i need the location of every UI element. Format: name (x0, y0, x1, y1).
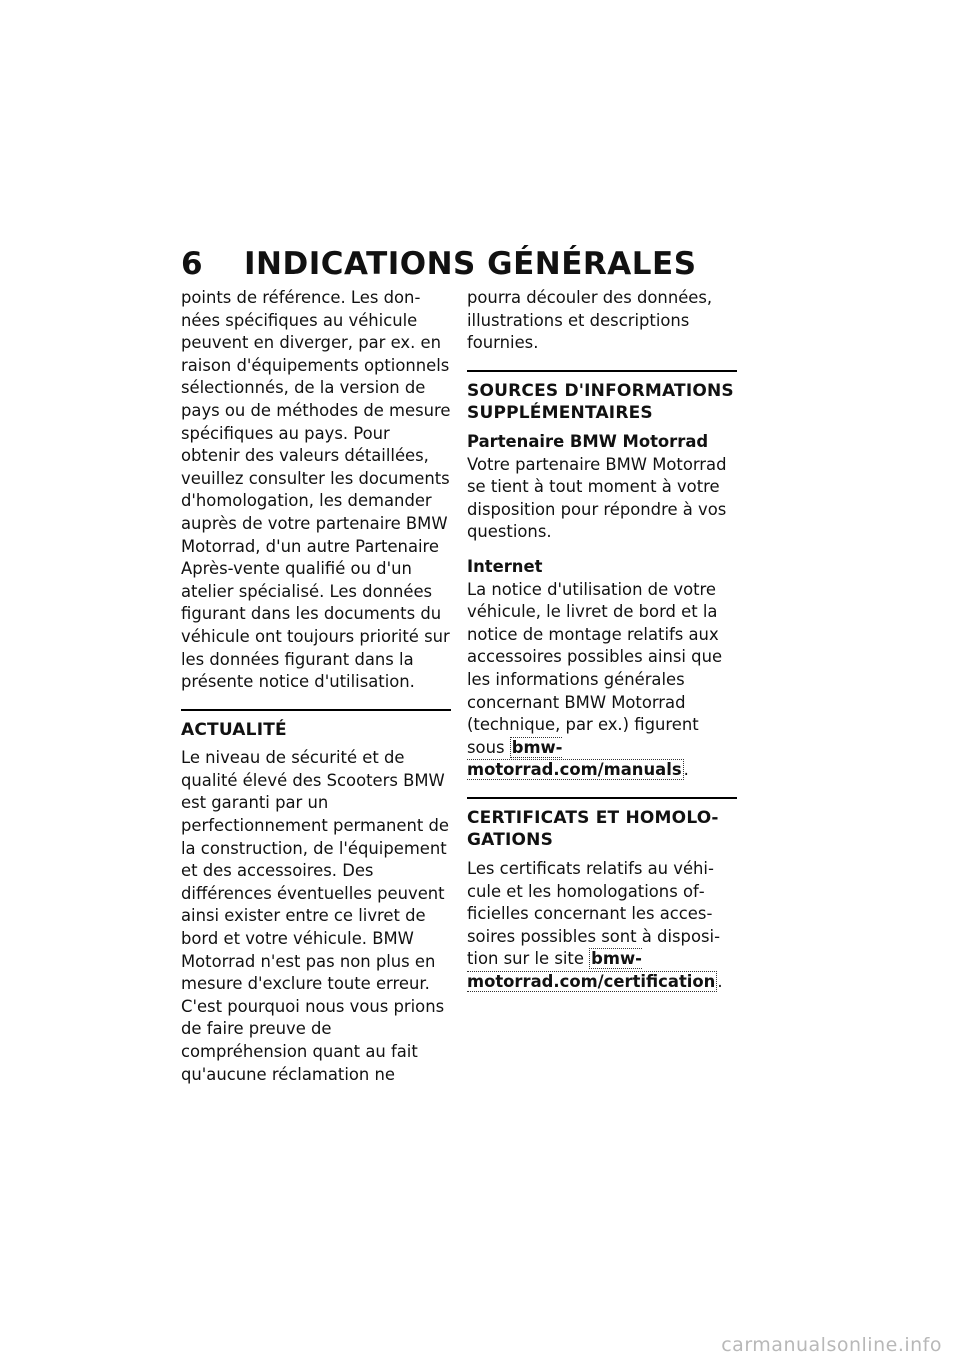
page-title (181, 246, 697, 282)
sources-heading: SOURCES D'INFORMATIONS SUPPLÉMENTAIRES (467, 380, 734, 424)
certification-link[interactable]: bmw-motorrad.com/certification (467, 949, 716, 992)
actualite-paragraph: Le niveau de sécurité et de qualité élevé des Scooters BMW est garanti par un perfectionnement permanent de la construction, de l'équipement et des accessoires. Des différences éventuelles peuvent ainsi exister entre ce livret de bord et votre véhicule. BMW Motorrad n'est pas non plus en mesure d'exclure toute erreur. C'est pourquoi nous vous prions de faire preuve de compréhension quant au fait qu'aucune réclamation ne (181, 748, 449, 1084)
internet-subheading: Internet (467, 556, 543, 576)
certificats-heading: CERTIFICATS ET HOMOLOGATIONS (467, 807, 719, 851)
continuation-paragraph: pourra découler des données, illustrations et descriptions fournies. (467, 288, 713, 353)
right-column (467, 287, 737, 994)
chapter-number: 6 (181, 246, 204, 282)
chapter-title: INDICATIONS GÉNÉRALES (244, 246, 697, 282)
internet-paragraph (467, 579, 737, 782)
left-column (181, 287, 451, 1086)
section-divider (467, 797, 737, 799)
partner-subheading: Partenaire BMW Motorrad (467, 431, 709, 451)
partner-paragraph: Votre partenaire BMW Motorrad se tient à tout moment à votre disposition pour répondre à vos questions. (467, 454, 727, 542)
certificats-paragraph (467, 858, 737, 994)
internet-text: La notice d'utilisation de votre véhicule, le livret de bord et la notice de montage relatifs aux accessoires possibles ainsi que les informations générales concernant BMW Motorrad (technique, par ex.) figurent sous (467, 579, 723, 757)
watermark-text: carmanualsonline.info (721, 1334, 942, 1356)
actualite-heading: ACTUALITÉ (181, 719, 287, 740)
certification-link-suffix: . (717, 972, 723, 992)
section-divider (181, 709, 451, 711)
manuals-link[interactable]: bmw-motorrad.com/manuals (467, 737, 682, 780)
manuals-link-suffix: . (683, 760, 689, 780)
section-divider (467, 370, 737, 372)
intro-paragraph: points de référence. Les données spécifiques au véhicule peuvent en diverger, par ex. en raison d'équipements optionnels sélectionnés, de la version de pays ou de méthodes de mesure spécifiques au pays. Pour obtenir des valeurs détaillées, veuillez consulter les documents d'homologation, les demander auprès de votre partenaire BMW Motorrad, d'un autre Partenaire Après-vente qualifié ou d'un atelier spécialisé. Les données figurant dans les documents du véhicule ont toujours priorité sur les données figurant dans la présente notice d'utilisation. (181, 288, 451, 692)
certificats-text: Les certificats relatifs au véhicule et les homologations officielles concernant les accessoires possibles sont à disposition sur le site (467, 859, 720, 969)
